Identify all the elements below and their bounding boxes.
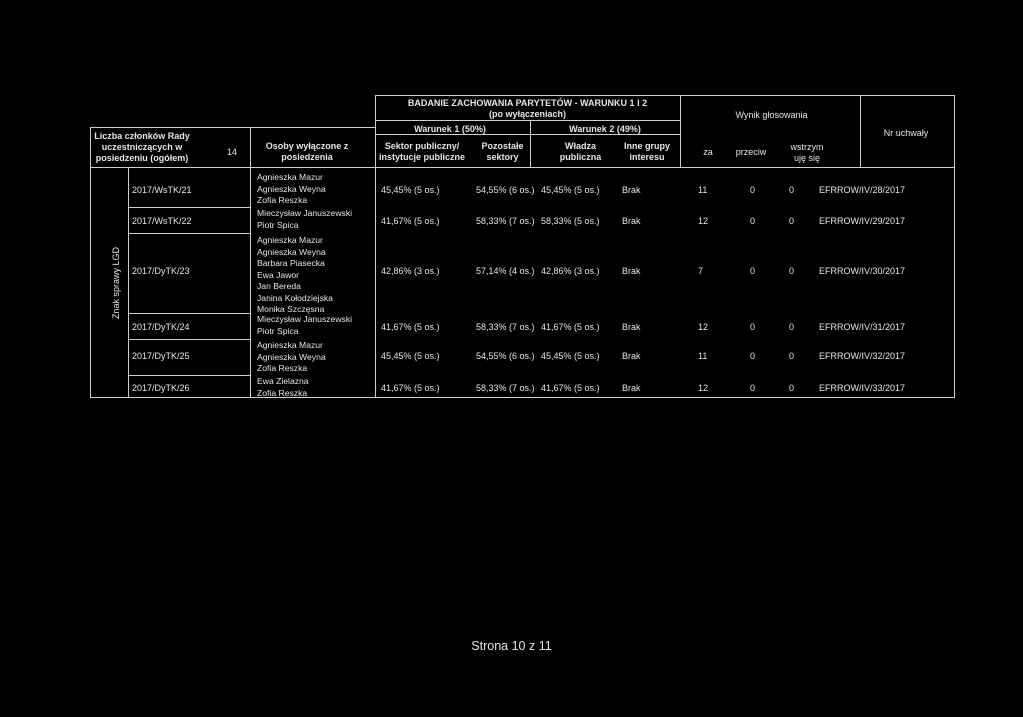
cell-przeciw: 0 (750, 351, 756, 361)
row-divider (128, 375, 250, 376)
divider (375, 95, 376, 397)
divider (90, 127, 376, 128)
excluded-person: Zofia Reszka (257, 195, 308, 205)
cell-wstrzym: 0 (789, 351, 795, 361)
divider (530, 120, 531, 167)
divider (375, 120, 680, 121)
cell-authority: 45,45% (5 os.) (541, 185, 600, 195)
row-divider (128, 207, 250, 208)
cell-resolution: EFRROW/IV/31/2017 (819, 322, 906, 332)
excluded-person: Ewa Zielazna (257, 376, 309, 386)
col-other-groups: Inne grupy interesu (623, 141, 670, 162)
col-public-authority: Władza publiczna (559, 141, 602, 162)
cell-case: 2017/DyTK/23 (132, 266, 190, 276)
excluded-person: Ewa Jawor (257, 269, 300, 280)
excluded-person: Mieczysław Januszewski (257, 208, 353, 218)
excluded-names (257, 235, 333, 316)
divider (954, 95, 955, 397)
members-count-value: 14 (226, 147, 237, 157)
cell-wstrzym: 0 (789, 383, 795, 393)
cell-za: 12 (698, 216, 709, 226)
cell-public: 45,45% (5 os.) (381, 351, 440, 361)
cell-authority: 41,67% (5 os.) (541, 322, 600, 332)
col-abstain: wstrzym uję się (790, 142, 824, 163)
cell-przeciw: 0 (750, 185, 756, 195)
cell-za: 11 (698, 351, 708, 361)
excluded-names (257, 208, 352, 231)
page-footer: Strona 10 z 11 (471, 639, 552, 653)
divider (128, 167, 129, 397)
cell-other: 58,33% (7 os.) (476, 383, 535, 393)
cell-za: 7 (698, 266, 704, 276)
excluded-person: Zofia Reszka (257, 363, 308, 373)
cell-przeciw: 0 (750, 383, 756, 393)
cell-other: 54,55% (6 os.) (476, 185, 535, 195)
divider (680, 95, 681, 167)
divider (375, 95, 955, 96)
excluded-person: Piotr Spica (257, 325, 299, 336)
excluded-person: Agnieszka Weyna (257, 246, 326, 257)
col-for: za (703, 147, 713, 157)
excluded-names (257, 172, 326, 207)
divider (860, 95, 861, 167)
col-other-sectors: Pozostałe sektory (481, 141, 524, 162)
cell-authority: 58,33% (5 os.) (541, 216, 600, 226)
excluded-person: Agnieszka Weyna (257, 351, 326, 362)
cell-przeciw: 0 (750, 216, 756, 226)
cell-groups: Brak (622, 185, 641, 195)
cell-authority: 41,67% (5 os.) (541, 383, 600, 393)
excluded-person: Mieczysław Januszewski (257, 314, 353, 324)
cell-groups: Brak (622, 216, 641, 226)
cell-public: 41,67% (5 os.) (381, 383, 440, 393)
excluded-person: Agnieszka Mazur (257, 340, 323, 350)
cell-resolution: EFRROW/IV/30/2017 (819, 266, 906, 276)
cell-public: 45,45% (5 os.) (381, 185, 440, 195)
excluded-person: Zofia Reszka (257, 387, 308, 398)
excluded-person: Agnieszka Weyna (257, 183, 326, 194)
vote-result-label: Wynik głosowania (735, 110, 808, 120)
cell-case: 2017/DyTK/26 (132, 383, 190, 393)
cell-other: 58,33% (7 os.) (476, 322, 535, 332)
cell-case: 2017/WsTK/21 (132, 185, 192, 195)
excluded-person: Barbara Piasecka (257, 258, 325, 268)
condition2-label: Warunek 2 (49%) (569, 124, 641, 134)
parity-title-line1: BADANIE ZACHOWANIA PARYTETÓW - WARUNKU 1 I 2 (407, 98, 648, 108)
excluded-person: Monika Szczęsna (257, 304, 325, 314)
cell-public: 41,67% (5 os.) (381, 322, 440, 332)
parity-title (375, 98, 680, 120)
cell-groups: Brak (622, 351, 641, 361)
cell-public: 42,86% (3 os.) (381, 266, 440, 276)
cell-przeciw: 0 (750, 322, 756, 332)
divider (90, 397, 955, 398)
excluded-person: Agnieszka Mazur (257, 172, 323, 182)
cell-groups: Brak (622, 266, 641, 276)
cell-other: 58,33% (7 os.) (476, 216, 535, 226)
cell-other: 54,55% (6 os.) (476, 351, 535, 361)
excluded-names (257, 314, 352, 337)
cell-authority: 42,86% (3 os.) (541, 266, 600, 276)
members-count-label: Liczba członków Rady uczestniczących w posiedzeniu (ogółem) (94, 131, 190, 163)
excluded-person: Piotr Spica (257, 219, 299, 230)
cell-przeciw: 0 (750, 266, 756, 276)
excluded-person: Jan Bereda (257, 281, 301, 291)
condition1-label: Warunek 1 (50%) (414, 124, 486, 134)
cell-wstrzym: 0 (789, 322, 795, 332)
cell-wstrzym: 0 (789, 185, 795, 195)
divider (90, 127, 91, 397)
col-resolution: Nr uchwały (883, 128, 929, 138)
cell-za: 12 (698, 383, 709, 393)
side-label: Znak sprawy LGD (111, 246, 121, 320)
divider (375, 134, 680, 135)
divider (90, 167, 955, 168)
excluded-person: Agnieszka Mazur (257, 235, 323, 245)
cell-other: 57,14% (4 os.) (476, 266, 535, 276)
cell-resolution: EFRROW/IV/32/2017 (819, 351, 906, 361)
cell-case: 2017/WsTK/22 (132, 216, 192, 226)
parity-title-line2: (po wyłączeniach) (488, 109, 567, 119)
cell-case: 2017/DyTK/24 (132, 322, 190, 332)
divider (250, 127, 251, 397)
row-divider (128, 339, 250, 340)
excluded-names (257, 340, 326, 375)
cell-za: 12 (698, 322, 709, 332)
cell-resolution: EFRROW/IV/29/2017 (819, 216, 906, 226)
cell-wstrzym: 0 (789, 216, 795, 226)
cell-public: 41,67% (5 os.) (381, 216, 440, 226)
excluded-person: Janina Kołodziejska (257, 292, 333, 303)
cell-wstrzym: 0 (789, 266, 795, 276)
cell-case: 2017/DyTK/25 (132, 351, 190, 361)
cell-resolution: EFRROW/IV/33/2017 (819, 383, 906, 393)
cell-za: 11 (698, 185, 708, 195)
row-divider (128, 233, 250, 234)
col-against: przeciw (735, 147, 767, 157)
excluded-names (257, 376, 309, 399)
cell-groups: Brak (622, 383, 641, 393)
col-public-sector: Sektor publiczny/ instytucje publiczne (378, 141, 465, 162)
excluded-label: Osoby wyłączone z posiedzenia (265, 141, 349, 162)
cell-resolution: EFRROW/IV/28/2017 (819, 185, 906, 195)
cell-authority: 45,45% (5 os.) (541, 351, 600, 361)
cell-groups: Brak (622, 322, 641, 332)
row-divider (128, 313, 250, 314)
